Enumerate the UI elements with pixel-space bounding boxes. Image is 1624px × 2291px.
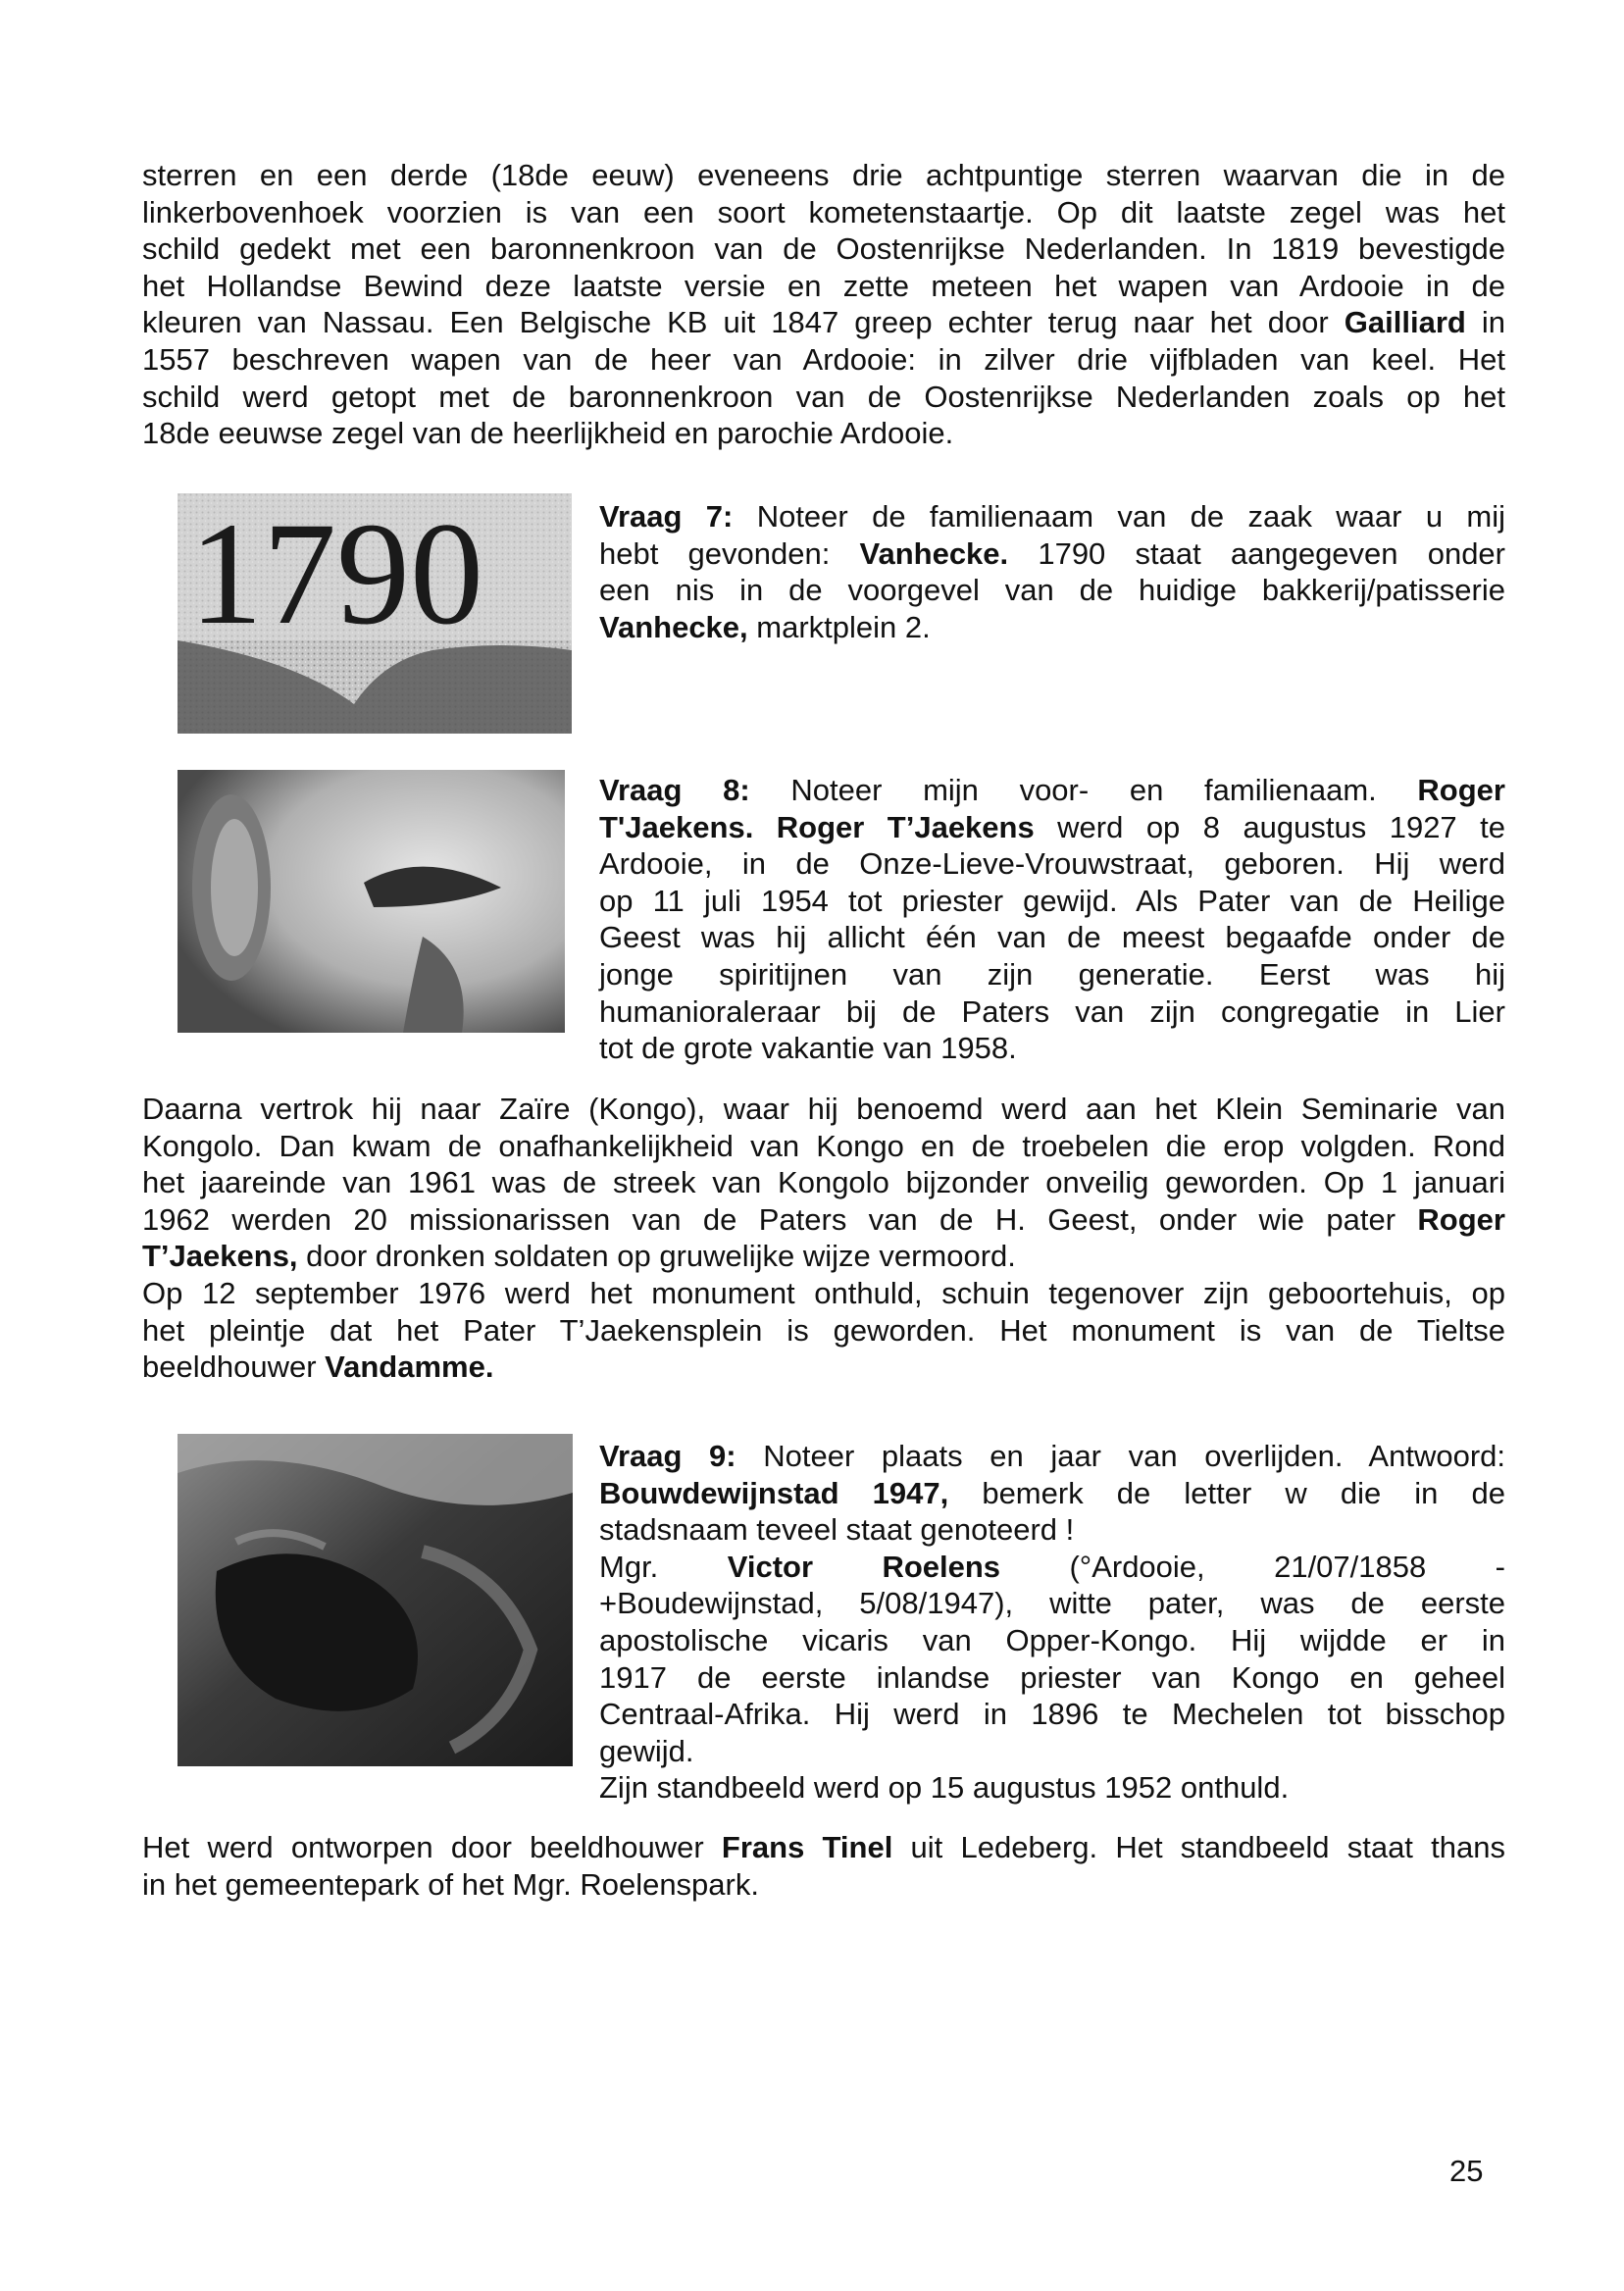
intro-line [142, 157, 1505, 194]
text-run: in [1465, 305, 1505, 340]
intro-paragraph [142, 157, 1505, 452]
vraag7-line [599, 498, 1505, 535]
text-run: kleuren van Nassau. Een Belgische KB uit 1847 greep echter terug naar het door [142, 305, 1345, 340]
text-run: apostolische vicaris van Opper-Kongo. Hij wijdde er in [599, 1622, 1505, 1657]
vraag9-line [599, 1549, 1505, 1586]
daarna-line [142, 1238, 1505, 1275]
closing-line [142, 1866, 1505, 1904]
text-run: 1557 beschreven wapen van de heer van Ardooie: in zilver drie vijfbladen van keel. Het [142, 341, 1505, 377]
page-number: 25 [1449, 2154, 1484, 2188]
bold-text: Vraag 8: [599, 773, 750, 807]
text-run: door dronken soldaten op gruwelijke wijze vermoord. [297, 1239, 1016, 1274]
daarna-line [142, 1128, 1505, 1165]
text-run: stadsnaam teveel staat genoteerd ! [599, 1512, 1075, 1548]
text-run: op 11 juli 1954 tot priester gewijd. Als Pater van de Heilige [599, 883, 1505, 918]
daarna-line [142, 1312, 1505, 1349]
intro-line [142, 194, 1505, 231]
vraag-7-text [599, 498, 1505, 645]
text-run: linkerbovenhoek voorzien is van een soort kometenstaartje. Op dit laatste zegel was het [142, 194, 1505, 229]
text-run: Geest was hij allicht één van de meest begaafde onder de [599, 920, 1505, 955]
bold-text: Vraag 7: [599, 499, 734, 534]
text-run: beeldhouwer [142, 1349, 326, 1385]
text-run: tot de grote vakantie van 1958. [599, 1031, 1017, 1066]
vraag9-line [599, 1659, 1505, 1697]
vraag8-line [599, 845, 1505, 883]
bold-text: Gailliard [1344, 305, 1466, 340]
daarna-line [142, 1091, 1505, 1128]
daarna-paragraph [142, 1091, 1505, 1386]
vraag9-line [599, 1622, 1505, 1659]
bold-text: Vandamme. [325, 1349, 494, 1385]
vraag-9-text [599, 1438, 1505, 1807]
stone-texture-image [178, 493, 572, 734]
photo-roger-tjaekens-relief [178, 770, 565, 1033]
text-run: Centraal-Afrika. Hij werd in 1896 te Mechelen tot bisschop [599, 1697, 1505, 1732]
closing-paragraph [142, 1829, 1505, 1903]
vraag9-line [599, 1585, 1505, 1622]
text-run: uit Ledeberg. Het standbeeld staat thans [892, 1830, 1505, 1864]
text-run: 18de eeuwse zegel van de heerlijkheid en parochie Ardooie. [142, 416, 954, 451]
inscription-text: 1790 [189, 493, 483, 655]
bold-text: Bouwdewijnstad 1947, [599, 1475, 949, 1510]
bold-text: Roger [1417, 1201, 1505, 1237]
vraag8-line [599, 993, 1505, 1031]
text-run: Het werd ontworpen door beeldhouwer [142, 1830, 722, 1864]
text-run: Noteer de familienaam van de zaak waar u mij [733, 499, 1505, 534]
text-run: het Hollandse Bewind deze laatste versie en zette meteen het wapen van Ardooie in de [142, 268, 1505, 303]
vraag8-line [599, 883, 1505, 920]
text-run: Zijn standbeeld werd op 15 augustus 1952 onthuld. [599, 1770, 1290, 1806]
text-run: humanioraleraar bij de Paters van zijn congregatie in Lier [599, 993, 1505, 1029]
text-run: het jaareinde van 1961 was de streek van Kongolo bijzonder onveilig geworden. Op 1 januari [142, 1165, 1505, 1200]
text-run: gewijd. [599, 1733, 694, 1768]
text-run: Op 12 september 1976 werd het monument onthuld, schuin tegenover zijn geboortehuis, op [142, 1275, 1505, 1310]
relief-portrait-image [178, 770, 565, 1033]
vraag9-line [599, 1475, 1505, 1512]
intro-line [142, 341, 1505, 379]
text-run: bemerk de letter w die in de [948, 1475, 1505, 1510]
vraag8-line [599, 919, 1505, 956]
vraag8-line [599, 956, 1505, 993]
intro-line [142, 379, 1505, 416]
vraag-8-text [599, 772, 1505, 1067]
bold-text: Vanhecke, [599, 609, 748, 644]
vraag9-line [599, 1696, 1505, 1733]
photo-1790-inscription [178, 493, 572, 734]
text-run: Mgr. [599, 1549, 728, 1584]
closing-line [142, 1829, 1505, 1866]
text-run: Ardooie, in de Onze-Lieve-Vrouwstraat, geboren. Hij werd [599, 846, 1505, 882]
intro-line [142, 415, 1505, 452]
text-run: schild gedekt met een baronnenkroon van de Oostenrijkse Nederlanden. In 1819 bevestigde [142, 231, 1505, 267]
text-run: (°Ardooie, 21/07/1858 - [1000, 1549, 1505, 1584]
text-run: +Boudewijnstad, 5/08/1947), witte pater, was de eerste [599, 1586, 1505, 1621]
text-run: 1962 werden 20 missionarissen van de Paters van de H. Geest, onder wie pater [142, 1201, 1418, 1237]
text-run [753, 810, 776, 844]
vraag9-line [599, 1733, 1505, 1770]
text-run: 1917 de eerste inlandse priester van Kongo en geheel [599, 1659, 1505, 1695]
vraag9-line [599, 1769, 1505, 1807]
intro-line [142, 268, 1505, 305]
vraag8-line [599, 809, 1505, 846]
text-run: Noteer plaats en jaar van overlijden. Antwoord: [736, 1439, 1505, 1473]
bold-text: Vraag 9: [599, 1439, 736, 1473]
vraag7-line [599, 535, 1505, 573]
text-run: schild werd getopt met de baronnenkroon van de Oostenrijkse Nederlanden zoals op het [142, 379, 1505, 414]
vraag8-line [599, 1030, 1505, 1067]
statue-image [178, 1434, 573, 1766]
daarna-line [142, 1164, 1505, 1201]
daarna-line [142, 1275, 1505, 1312]
text-run: in het gemeentepark of het Mgr. Roelenspark. [142, 1866, 759, 1902]
photo-victor-roelens-statue [178, 1434, 573, 1766]
text-run: het pleintje dat het Pater T’Jaekensplein is geworden. Het monument is van de Tieltse [142, 1312, 1505, 1348]
vraag9-line [599, 1511, 1505, 1549]
text-run: jonge spiritijnen van zijn generatie. Eerst was hij [599, 956, 1505, 992]
text-run: Kongolo. Dan kwam de onafhankelijkheid van Kongo en de troebelen die erop volgden. Rond [142, 1128, 1505, 1163]
daarna-line [142, 1201, 1505, 1239]
bold-text: Victor Roelens [727, 1549, 1001, 1584]
bold-text: Roger T’Jaekens [776, 809, 1035, 844]
text-run: Noteer mijn voor- en familienaam. [749, 773, 1418, 807]
text-run: marktplein 2. [747, 609, 931, 644]
vraag8-line [599, 772, 1505, 809]
bold-text: T'Jaekens. [599, 809, 754, 844]
bold-text: Vanhecke. [859, 535, 1009, 571]
vraag9-line [599, 1438, 1505, 1475]
text-run: Daarna vertrok hij naar Zaïre (Kongo), waar hij benoemd werd aan het Klein Seminarie van [142, 1092, 1505, 1126]
intro-line [142, 230, 1505, 268]
text-run: werd op 8 augustus 1927 te [1034, 809, 1505, 844]
vraag7-line [599, 572, 1505, 609]
vraag7-line [599, 609, 1505, 646]
text-run: 1790 staat aangegeven onder [1008, 535, 1506, 571]
bold-text: Roger [1417, 773, 1505, 807]
daarna-line [142, 1349, 1505, 1386]
bold-text: T’Jaekens, [142, 1239, 298, 1274]
text-run: hebt gevonden: [599, 535, 860, 571]
bold-text: Frans Tinel [721, 1830, 893, 1864]
text-run: sterren en een derde (18de eeuw) eveneens drie achtpuntige sterren waarvan die in de [142, 158, 1505, 192]
text-run: een nis in de voorgevel van de huidige bakkerij/patisserie [599, 573, 1505, 608]
intro-line [142, 304, 1505, 341]
